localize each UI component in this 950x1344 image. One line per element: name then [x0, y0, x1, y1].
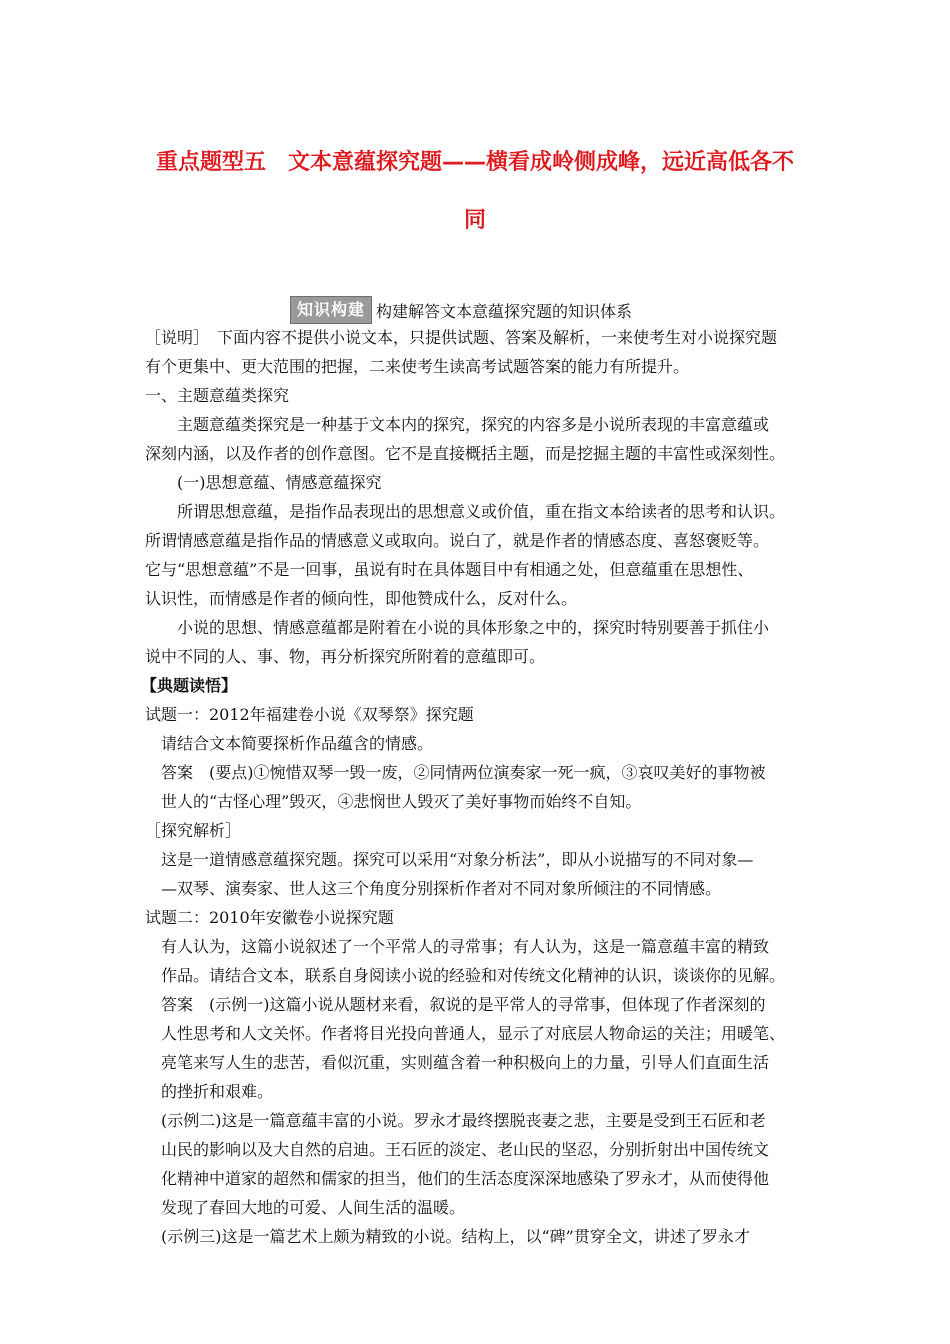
answer-line: 发现了春回大地的可爱、人间生活的温暖。: [161, 1198, 466, 1217]
question-2-title: 试题二：2010年安徽卷小说探究题: [145, 908, 394, 927]
knowledge-build-heading: [290, 296, 632, 324]
answer-line: 答案 (要点)①惋惜双琴一毁一废，②同情两位演奏家一死一疯，③哀叹美好的事物被: [161, 763, 766, 782]
body-line: 所谓情感意蕴是指作品的情感意义或取向。说白了，就是作者的情感态度、喜怒褒贬等。: [145, 531, 770, 550]
answer-line: (示例三)这是一篇艺术上颇为精致的小说。结构上，以“碑”贯穿全文，讲述了罗永才: [161, 1227, 750, 1246]
answer-line: (示例二)这是一篇意蕴丰富的小说。罗永才最终摆脱丧妻之悲，主要是受到王石匠和老: [161, 1111, 766, 1130]
answer-line: 答案 (示例一)这篇小说从题材来看，叙说的是平常人的寻常事，但体现了作者深刻的: [161, 995, 766, 1014]
answer-line: 化精神中道家的超然和儒家的担当，他们的生活态度深深地感染了罗永才，从而使得他: [161, 1169, 770, 1188]
body-line: 认识性，而情感是作者的倾向性，即他赞成什么，反对什么。: [145, 589, 578, 608]
answer-line: 的挫折和艰难。: [161, 1082, 274, 1101]
typical-question-heading: 【典题读悟】: [141, 676, 238, 695]
answer-line: 山民的影响以及大自然的启迪。王石匠的淡定、老山民的坚忍，分别折射出中国传统文: [161, 1140, 770, 1159]
analysis-line: —双琴、演奏家、世人这三个角度分别探析作者对不同对象所倾注的不同情感。: [161, 879, 722, 898]
answer-line: 世人的“古怪心理”毁灭，④悲悯世人毁灭了美好事物而始终不自知。: [161, 792, 642, 811]
answer-line: 亮笔来写人生的悲苦，看似沉重，实则蕴含着一种积极向上的力量，引导人们直面生活: [161, 1053, 770, 1072]
body-line: 深刻内涵，以及作者的创作意图。它不是直接概括主题，而是挖掘主题的丰富性或深刻性。: [145, 444, 786, 463]
body-line: 所谓思想意蕴，是指作品表现出的思想意义或价值，重在指文本给读者的思考和认识。: [177, 502, 786, 521]
question-2-prompt: 作品。请结合文本，联系自身阅读小说的经验和对传统文化精神的认识，谈谈你的见解。: [161, 966, 786, 985]
question-2-prompt: 有人认为，这篇小说叙述了一个平常人的寻常事；有人认为，这是一篇意蕴丰富的精致: [161, 937, 770, 956]
question-1-prompt: 请结合文本简要探析作品蕴含的情感。: [161, 734, 434, 753]
section-heading: 一、主题意蕴类探究: [145, 386, 290, 405]
question-1-title: 试题一：2012年福建卷小说《双琴祭》探究题: [145, 705, 474, 724]
body-line: 说中不同的人、事、物，再分析探究所附着的意蕴即可。: [145, 647, 546, 666]
body-line: 它与“思想意蕴”不是一回事，虽说有时在具体题目中有相通之处，但意蕴重在思想性、: [145, 560, 754, 579]
body-line: 小说的思想、情感意蕴都是附着在小说的具体形象之中的，探究时特别要善于抓住小: [177, 618, 770, 637]
page-title-line-2: 同: [463, 208, 486, 233]
analysis-line: 这是一道情感意蕴探究题。探究可以采用“对象分析法”，即从小说描写的不同对象—: [161, 850, 754, 869]
body-line: 主题意蕴类探究是一种基于文本内的探究，探究的内容多是小说所表现的丰富意蕴或: [177, 415, 770, 434]
analysis-heading: ［探究解析］: [145, 821, 242, 840]
body-line: ［说明］ 下面内容不提供小说文本，只提供试题、答案及解析，一来使考生对小说探究题: [145, 328, 778, 347]
knowledge-build-tag: 知识构建: [290, 296, 372, 324]
page-title-line-1: 重点题型五 文本意蕴探究题——横看成岭侧成峰，远近高低各不: [155, 150, 794, 175]
answer-line: 人性思考和人文关怀。作者将目光投向普通人，显示了对底层人物命运的关注；用暖笔、: [161, 1024, 786, 1043]
subsection-heading: (一)思想意蕴、情感意蕴探究: [177, 473, 382, 492]
knowledge-build-text: 构建解答文本意蕴探究题的知识体系: [376, 301, 633, 321]
body-line: 有个更集中、更大范围的把握，二来使考生读高考试题答案的能力有所提升。: [145, 357, 690, 376]
